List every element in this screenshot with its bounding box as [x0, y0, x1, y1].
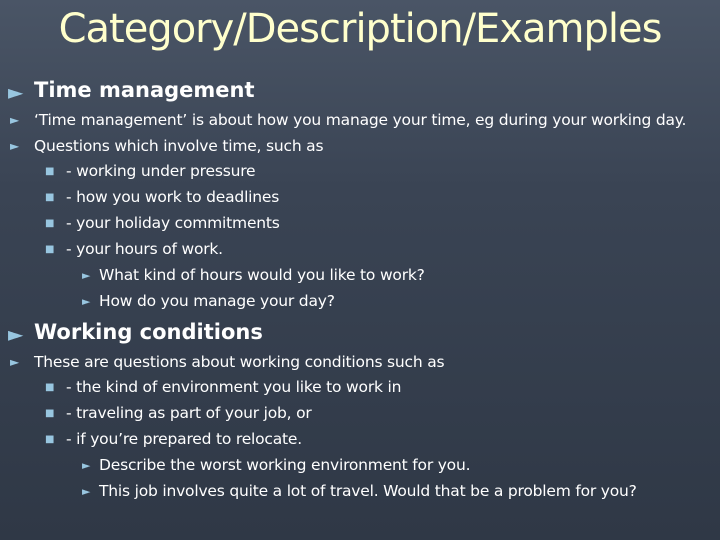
sub-bullet-text: - how you work to deadlines	[66, 188, 280, 206]
example-text: This job involves quite a lot of travel. Would that be a problem for you?	[99, 482, 637, 500]
triangle-right-icon: ►	[8, 322, 24, 346]
bullet-text: Questions which involve time, such as	[34, 137, 324, 155]
square-bullet-icon: ■	[45, 382, 55, 393]
sub-bullet-text: - working under pressure	[66, 162, 256, 180]
section-heading-text: Working conditions	[34, 320, 263, 344]
triangle-right-icon: ►	[10, 139, 20, 153]
triangle-right-icon: ►	[82, 269, 91, 282]
bullet-text: ‘Time management’ is about how you manage your time, eg during your working day.	[34, 111, 687, 129]
triangle-right-icon: ►	[10, 113, 20, 127]
square-bullet-icon: ■	[45, 408, 55, 419]
square-bullet-icon: ■	[45, 166, 55, 177]
sub-bullet-text: - your holiday commitments	[66, 214, 280, 232]
sub-bullet-text: - your hours of work.	[66, 240, 223, 258]
bullet-text: These are questions about working conditions such as	[34, 353, 445, 371]
slide-title: Category/Description/Examples	[58, 6, 662, 52]
triangle-right-icon: ►	[8, 80, 24, 104]
triangle-right-icon: ►	[82, 459, 91, 472]
triangle-right-icon: ►	[10, 355, 20, 369]
square-bullet-icon: ■	[45, 434, 55, 445]
square-bullet-icon: ■	[45, 244, 55, 255]
sub-bullet-text: - the kind of environment you like to work in	[66, 378, 402, 396]
sub-bullet-text: - if you’re prepared to relocate.	[66, 430, 302, 448]
triangle-right-icon: ►	[82, 295, 91, 308]
section-heading-text: Time management	[34, 78, 255, 102]
example-text: What kind of hours would you like to work?	[99, 266, 425, 284]
sub-bullet-text: - traveling as part of your job, or	[66, 404, 312, 422]
example-text: Describe the worst working environment for you.	[99, 456, 471, 474]
square-bullet-icon: ■	[45, 192, 55, 203]
triangle-right-icon: ►	[82, 485, 91, 498]
example-text: How do you manage your day?	[99, 292, 335, 310]
square-bullet-icon: ■	[45, 218, 55, 229]
